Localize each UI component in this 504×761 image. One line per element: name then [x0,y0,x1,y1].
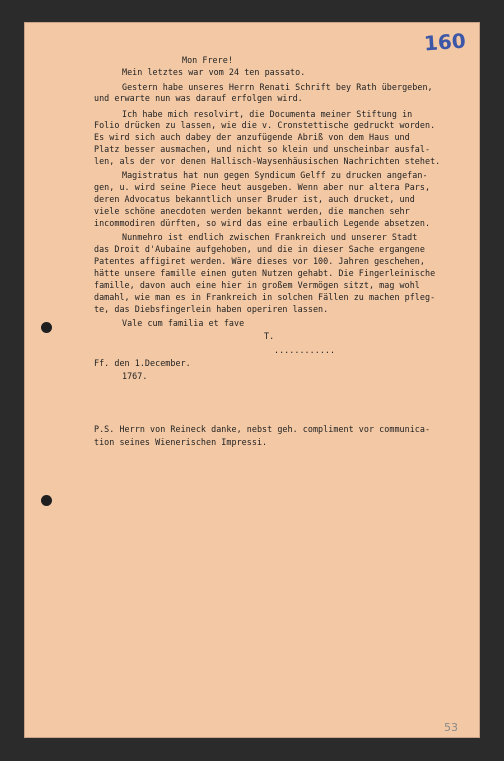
year: 1767. [122,371,148,381]
letter-line: Es wird sich auch dabey der anzufügende Abriß von dem Haus und [94,132,410,142]
letter-line: und erwarte nun was darauf erfolgen wird. [94,93,303,103]
signature-dots: ............ [274,345,336,355]
letter-line: Magistratus hat nun gegen Syndicum Gelff zu drucken angefan- [122,170,428,180]
document-page [24,22,480,738]
punch-hole [41,495,52,506]
letter-line: das Droit d'Aubaine aufgehoben, und die in dieser Sache ergangene [94,244,425,254]
letter-line: Nunmehro ist endlich zwischen Frankreich und unserer Stadt [122,232,418,242]
letter-line: Gestern habe unseres Herrn Renati Schrift bey Rath übergeben, [122,82,433,92]
punch-hole [41,322,52,333]
place-date: Ff. den 1.December. [94,358,191,368]
letter-line: famille, davon auch eine hier in großem Vermögen sitzt, mag wohl [94,280,420,290]
letter-line: gen, u. wird seine Piece heut ausgeben. Wenn aber nur altera Pars, [94,182,431,192]
page-number: 53 [444,721,458,734]
letter-line: deren Advocatus bekanntlich unser Bruder ist, auch drucket, und [94,194,415,204]
postscript-line: tion seines Wienerischen Impressi. [94,437,268,447]
letter-line: Platz besser ausmachen, und nicht so klein und unscheinbar ausfal- [94,144,431,154]
letter-line: damahl, wie man es in Frankreich in solchen Fällen zu machen pfleg- [94,292,436,302]
letter-line: Ich habe mich resolvirt, die Documenta meiner Stiftung in [122,109,413,119]
folio-number: 160 [423,28,467,56]
letter-line: Mein letztes war vom 24 ten passato. [122,67,306,77]
letter-line: len, als der vor denen Hallisch-Waysenhäusischen Nachrichten stehet. [94,156,441,166]
letter-line: viele schöne anecdoten werden bekannt werden, die manchen sehr [94,206,410,216]
letter-line: incommodiren dürften, so wird das eine erbaulich Legende absetzen. [94,218,431,228]
signature: T. [264,331,275,341]
postscript-line: P.S. Herrn von Reineck danke, nebst geh. compliment vor communica- [94,424,431,434]
letter-line: te, das Diebsfingerlein haben operiren lassen. [94,304,329,314]
salutation: Mon Frere! [182,55,233,65]
letter-line: Folio drücken zu lassen, wie die v. Cronstettische gedruckt worden. [94,120,436,130]
letter-line: hätte unsere famille einen guten Nutzen gehabt. Die Fingerleinische [94,268,436,278]
closing-line: Vale cum familia et fave [122,318,245,328]
letter-line: Patentes affigiret werden. Wäre dieses vor 100. Jahren geschehen, [94,256,425,266]
